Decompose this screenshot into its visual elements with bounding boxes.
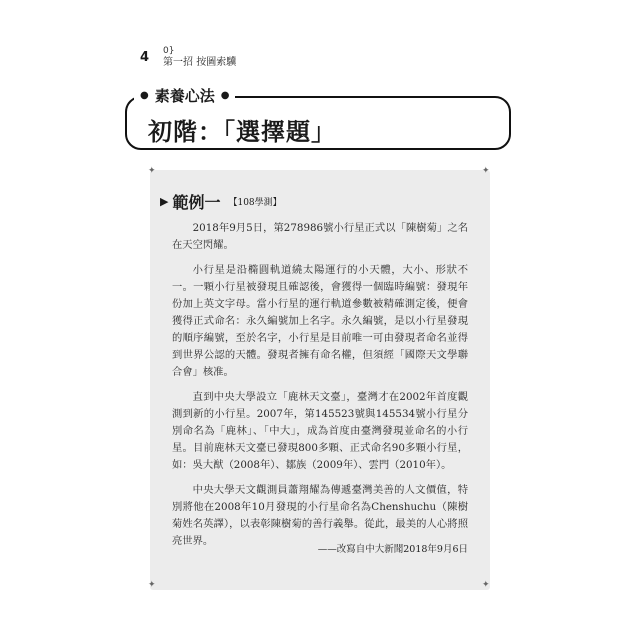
method-heading: 初階：「選擇題」 <box>148 118 336 146</box>
chapter-label <box>163 46 236 68</box>
paragraph: 2018年9月5日，第278986號小行星正式以「陳樹菊」之名在天空閃耀。 <box>172 222 468 251</box>
triangle-bullet-icon: ▶ <box>160 195 169 208</box>
chapter-code: 0} <box>163 46 175 56</box>
corner-ornament-icon: ✦ <box>148 580 156 590</box>
example-title <box>160 190 282 213</box>
paragraph: 直到中央大學設立「鹿林天文臺」，臺灣才在2002年首度觀測到新的小行星。2007年，第145523號與145534號小行星分別命名為「鹿林」、「中大」，成為首度由臺灣發現並命名的小行星。目前鹿林天文臺已發現800多顆、正式命名90多顆小行星，如：吳大猷（2008年）、鄒族（2009年）、雲門（2010年）。 <box>172 391 468 471</box>
bullet-dot-icon: ● <box>220 90 230 101</box>
corner-ornament-icon: ✦ <box>482 166 490 176</box>
paragraph: 小行星是沿橢圓軌道繞太陽運行的小天體，大小、形狀不一。一顆小行星被發現且確認後，會獲得一個臨時編號：發現年份加上英文字母。當小行星的運行軌道參數被精確測定後，便會獲得正式命名：永久編號加上名字。永久編號，是以小行星發現的順序編號，至於名字，小行星是目前唯一可由發現者命名並得到世界公認的天體。發現者擁有命名權，但須經「國際天文學聯合會」核准。 <box>172 264 468 378</box>
chapter-title: 第一招 按圖索驥 <box>163 57 237 68</box>
method-tag <box>134 88 235 104</box>
method-tag-label: 素養心法 <box>154 87 215 105</box>
source-citation: ——改寫自中大新聞2018年9月6日 <box>317 544 468 555</box>
corner-ornament-icon: ✦ <box>148 166 156 176</box>
corner-ornament-icon: ✦ <box>482 580 490 590</box>
bullet-dot-icon: ● <box>140 90 149 101</box>
example-body <box>172 220 468 558</box>
exam-year-tag: 【108學測】 <box>228 198 282 208</box>
paragraph: 中央大學天文觀測員蕭翔耀為傳遞臺灣美善的人文價值，特別將他在2008年10月發現的小行星命名為Chenshuchu（陳樹菊姓名英譯），以表彰陳樹菊的善行義舉。從此，最美的人心將照亮世界。 <box>172 484 468 547</box>
example-label: 範例一 <box>172 193 221 212</box>
page-header <box>140 46 236 68</box>
page-number: 4 <box>140 50 150 65</box>
